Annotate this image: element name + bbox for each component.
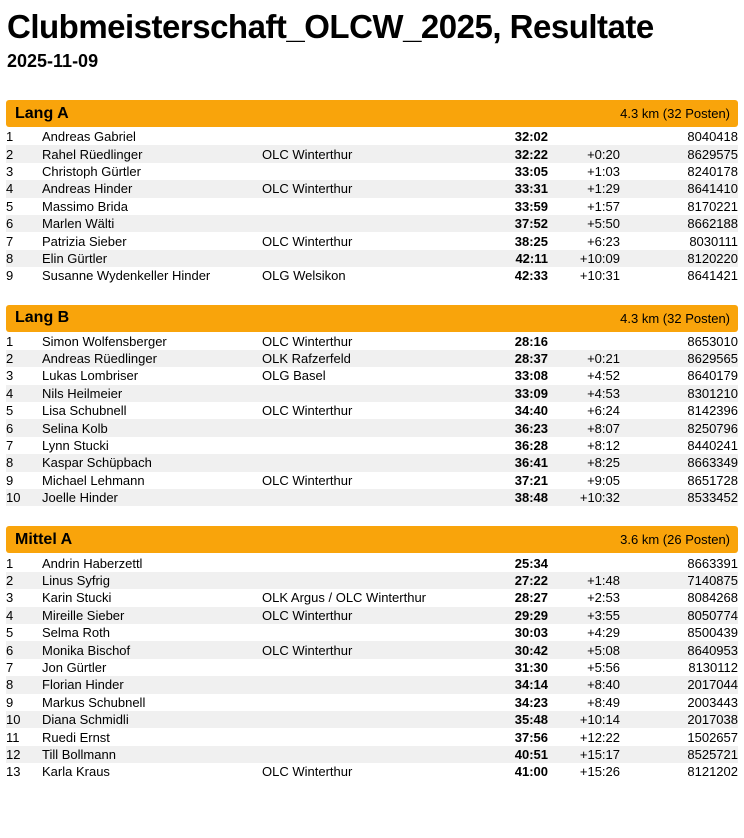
time-diff-cell: +1:29: [587, 181, 620, 197]
time-cell: 35:48: [514, 712, 548, 728]
runner-name: Jon Gürtler: [42, 659, 107, 675]
club-name: OLK Rafzerfeld: [262, 351, 351, 367]
rank-cell: 2: [6, 351, 14, 367]
rank-cell: 3: [6, 368, 14, 384]
time-cell: 32:22: [514, 146, 548, 162]
result-row: [6, 267, 738, 284]
time-cell: 36:41: [514, 455, 548, 471]
club-name: [262, 419, 444, 436]
club-name: [262, 385, 444, 402]
runner-name: Andreas Gabriel: [42, 129, 136, 145]
rank-cell: 12: [6, 746, 21, 762]
time-diff-cell: +2:53: [587, 590, 620, 606]
club-name: [262, 694, 444, 711]
category-sections: [6, 100, 738, 781]
time-diff-cell: +0:20: [587, 146, 620, 162]
rank-cell: 11: [6, 729, 20, 745]
rank-cell: 4: [6, 385, 14, 401]
rank-cell: 1: [6, 555, 14, 571]
category-name: Lang B: [15, 309, 70, 327]
club-name: [262, 215, 444, 232]
rank-cell: 7: [6, 659, 14, 675]
club-name: [262, 728, 444, 745]
result-row: [6, 607, 738, 624]
club-name: [262, 198, 444, 215]
results-table: [6, 128, 738, 285]
rank-cell: 7: [6, 233, 14, 249]
course-info: 4.3 km (32 Posten): [620, 310, 730, 326]
result-row: [6, 694, 738, 711]
result-row: [6, 250, 738, 267]
card-number: 1502657: [687, 729, 738, 745]
rank-cell: 4: [6, 607, 14, 623]
time-cell: 30:42: [514, 642, 548, 658]
rank-cell: 9: [6, 694, 14, 710]
card-number: 8121202: [687, 764, 738, 780]
runner-name: Karin Stucki: [42, 590, 112, 606]
club-name: [262, 250, 444, 267]
card-number: 8533452: [687, 490, 738, 506]
card-number: 8142396: [687, 403, 738, 419]
result-row: [6, 419, 738, 436]
runner-name: Andreas Rüedlinger: [42, 351, 157, 367]
club-name: OLC Winterthur: [262, 472, 353, 488]
card-number: 8641410: [687, 181, 738, 197]
card-number: 8250796: [687, 420, 738, 436]
category-header-bar: [6, 100, 738, 127]
results-table: [6, 333, 738, 507]
runner-name: Michael Lehmann: [42, 472, 145, 488]
rank-cell: 3: [6, 163, 14, 179]
time-cell: 36:28: [514, 438, 548, 454]
time-cell: 33:05: [514, 163, 548, 179]
time-diff-cell: +1:57: [587, 198, 620, 214]
runner-name: Patrizia Sieber: [42, 233, 127, 249]
result-row: [6, 728, 738, 745]
card-number: 2003443: [687, 694, 738, 710]
card-number: 8130112: [688, 659, 738, 675]
rank-cell: 8: [6, 455, 14, 471]
card-number: 8640179: [687, 368, 738, 384]
result-row: [6, 489, 738, 506]
runner-name: Lukas Lombriser: [42, 368, 139, 384]
club-name: OLC Winterthur: [262, 146, 353, 162]
result-row: [6, 385, 738, 402]
card-number: 8663349: [687, 455, 738, 471]
rank-cell: 5: [6, 625, 14, 641]
rank-cell: 3: [6, 590, 14, 606]
card-number: 8301210: [687, 385, 738, 401]
club-name: OLC Winterthur: [262, 607, 353, 623]
rank-cell: 5: [6, 198, 14, 214]
time-diff-cell: +8:25: [587, 455, 620, 471]
club-name: [262, 554, 444, 571]
time-diff-cell: +5:08: [587, 642, 620, 658]
time-cell: 34:23: [514, 694, 548, 710]
result-row: [6, 128, 738, 145]
rank-cell: 6: [6, 216, 14, 232]
club-name: OLG Welsikon: [262, 268, 346, 284]
time-diff-cell: [548, 554, 620, 571]
rank-cell: 9: [6, 268, 14, 284]
result-row: [6, 402, 738, 419]
card-number: 8640953: [687, 642, 738, 658]
runner-name: Karla Kraus: [42, 764, 110, 780]
result-row: [6, 624, 738, 641]
runner-name: Andrin Haberzettl: [42, 555, 143, 571]
club-name: [262, 489, 444, 506]
card-number: 2017044: [687, 677, 738, 693]
card-number: 7140875: [687, 573, 738, 588]
club-name: [262, 746, 444, 763]
time-diff-cell: +10:32: [579, 490, 620, 506]
time-diff-cell: +1:48: [587, 573, 620, 588]
club-name: [262, 437, 444, 454]
time-diff-cell: +0:21: [587, 351, 620, 367]
result-row: [6, 198, 738, 215]
runner-name: Marlen Wälti: [42, 216, 115, 232]
rank-cell: 9: [6, 472, 14, 488]
rank-cell: 1: [6, 129, 14, 145]
card-number: 8440241: [687, 438, 738, 454]
club-name: [262, 454, 444, 471]
card-number: 8651728: [687, 472, 738, 488]
card-number: 8240178: [687, 163, 738, 179]
club-name: [262, 676, 444, 693]
runner-name: Kaspar Schüpbach: [42, 455, 152, 471]
result-row: [6, 333, 738, 350]
category-section: [6, 100, 738, 285]
club-name: [262, 128, 444, 145]
time-cell: 33:59: [514, 198, 548, 214]
result-row: [6, 763, 738, 780]
time-diff-cell: +12:22: [579, 729, 620, 745]
runner-name: Simon Wolfensberger: [42, 333, 167, 349]
club-name: [262, 163, 444, 180]
time-diff-cell: +6:23: [587, 233, 620, 249]
time-diff-cell: +6:24: [587, 403, 620, 419]
card-number: 8050774: [687, 607, 738, 623]
course-info: 4.3 km (32 Posten): [620, 106, 730, 121]
event-date: 2025-11-09: [7, 51, 99, 71]
time-cell: 33:08: [514, 368, 548, 384]
runner-name: Lynn Stucki: [42, 438, 109, 454]
time-cell: 30:03: [514, 625, 548, 641]
card-number: 2017038: [687, 712, 738, 728]
results-body: [6, 554, 738, 780]
result-row: [6, 350, 738, 367]
runner-name: Joelle Hinder: [42, 490, 118, 506]
time-diff-cell: +8:49: [587, 694, 620, 710]
time-diff-cell: +15:17: [579, 746, 620, 762]
result-row: [6, 746, 738, 763]
runner-name: Andreas Hinder: [42, 181, 133, 197]
result-row: [6, 437, 738, 454]
rank-cell: 1: [6, 333, 14, 349]
time-diff-cell: +9:05: [587, 472, 620, 488]
card-number: 8629575: [687, 146, 738, 162]
club-name: OLC Winterthur: [262, 403, 353, 419]
club-name: [262, 659, 444, 676]
result-row: [6, 454, 738, 471]
result-row: [6, 589, 738, 606]
result-row: [6, 367, 738, 384]
time-diff-cell: +3:55: [587, 607, 620, 623]
time-cell: 42:11: [515, 250, 548, 266]
rank-cell: 10: [6, 490, 21, 506]
time-cell: 38:48: [514, 490, 548, 506]
results-body: [6, 333, 738, 507]
category-name: Lang A: [15, 104, 69, 122]
rank-cell: 6: [6, 642, 14, 658]
result-row: [6, 145, 738, 162]
club-name: OLC Winterthur: [262, 233, 353, 249]
runner-name: Rahel Rüedlinger: [42, 146, 143, 162]
card-number: 8084268: [687, 590, 738, 606]
runner-name: Florian Hinder: [42, 677, 124, 693]
rank-cell: 6: [6, 420, 14, 436]
card-number: 8662188: [687, 216, 738, 232]
result-row: [6, 215, 738, 232]
time-cell: 34:40: [514, 403, 548, 419]
card-number: 8500439: [687, 625, 738, 641]
runner-name: Till Bollmann: [42, 746, 116, 762]
time-cell: 32:02: [514, 129, 548, 145]
card-number: 8120220: [687, 250, 738, 266]
result-row: [6, 554, 738, 571]
result-row: [6, 676, 738, 693]
time-cell: 37:21: [514, 472, 548, 488]
runner-name: Mireille Sieber: [42, 607, 125, 623]
rank-cell: 13: [6, 764, 21, 780]
club-name: OLG Basel: [262, 368, 326, 384]
result-row: [6, 232, 738, 249]
club-name: [262, 624, 444, 641]
time-cell: 37:52: [514, 216, 548, 232]
category-header-bar: [6, 305, 738, 332]
category-name: Mittel A: [15, 530, 73, 548]
rank-cell: 10: [6, 712, 21, 728]
result-row: [6, 711, 738, 728]
time-diff-cell: +5:50: [587, 216, 620, 232]
rank-cell: 2: [6, 573, 14, 588]
result-row: [6, 659, 738, 676]
card-number: 8641421: [687, 268, 738, 284]
runner-name: Massimo Brida: [42, 198, 128, 214]
page-title: Clubmeisterschaft_OLCW_2025, Resultate: [7, 8, 654, 45]
result-row: [6, 163, 738, 180]
result-row: [6, 472, 738, 489]
category-section: [6, 526, 738, 780]
time-cell: 28:37: [514, 351, 548, 367]
time-cell: 31:30: [514, 659, 548, 675]
time-diff-cell: +4:29: [587, 625, 620, 641]
time-diff-cell: +5:56: [587, 659, 620, 675]
rank-cell: 2: [6, 146, 14, 162]
club-name: OLC Winterthur: [262, 642, 353, 658]
card-number: 8030111: [689, 233, 738, 249]
time-cell: 42:33: [514, 268, 548, 284]
results-table: [6, 554, 738, 780]
runner-name: Susanne Wydenkeller Hinder: [42, 268, 211, 284]
rank-cell: 8: [6, 250, 14, 266]
runner-name: Ruedi Ernst: [42, 729, 110, 745]
runner-name: Diana Schmidli: [42, 712, 129, 728]
club-name: [262, 572, 444, 589]
time-diff-cell: +4:53: [587, 385, 620, 401]
time-cell: 38:25: [514, 233, 548, 249]
card-number: 8170221: [687, 198, 738, 214]
result-row: [6, 641, 738, 658]
result-row: [6, 572, 738, 589]
runner-name: Christoph Gürtler: [42, 163, 141, 179]
category-section: [6, 305, 738, 507]
time-diff-cell: +8:07: [587, 420, 620, 436]
time-diff-cell: +1:03: [587, 163, 620, 179]
time-diff-cell: +4:52: [587, 368, 620, 384]
time-cell: 25:34: [514, 555, 548, 571]
runner-name: Selma Roth: [42, 625, 110, 641]
card-number: 8663391: [687, 555, 738, 571]
time-cell: 28:16: [514, 333, 548, 349]
time-cell: 33:09: [514, 385, 548, 401]
runner-name: Lisa Schubnell: [42, 403, 127, 419]
results-body: [6, 128, 738, 285]
card-number: 8040418: [687, 129, 738, 145]
time-diff-cell: +10:31: [579, 268, 620, 284]
rank-cell: 7: [6, 438, 14, 454]
category-header-bar: [6, 526, 738, 553]
club-name: OLC Winterthur: [262, 764, 353, 780]
rank-cell: 8: [6, 677, 14, 693]
runner-name: Markus Schubnell: [42, 694, 146, 710]
course-info: 3.6 km (26 Posten): [620, 532, 730, 548]
rank-cell: 4: [6, 181, 14, 197]
results-page: [0, 6, 744, 791]
club-name: [262, 711, 444, 728]
rank-cell: 5: [6, 403, 14, 419]
time-diff-cell: +10:14: [579, 712, 620, 728]
club-name: OLC Winterthur: [262, 181, 353, 197]
card-number: 8653010: [687, 333, 738, 349]
time-diff-cell: [548, 333, 620, 350]
time-diff-cell: +10:09: [579, 250, 620, 266]
time-diff-cell: +8:40: [587, 677, 620, 693]
time-cell: 36:23: [514, 420, 548, 436]
runner-name: Nils Heilmeier: [42, 385, 123, 401]
club-name: OLK Argus / OLC Winterthur: [262, 590, 427, 606]
time-cell: 29:29: [514, 607, 548, 623]
time-cell: 33:31: [514, 181, 548, 197]
runner-name: Elin Gürtler: [42, 250, 108, 266]
time-cell: 41:00: [514, 764, 548, 780]
time-cell: 28:27: [514, 590, 548, 606]
card-number: 8525721: [687, 746, 738, 762]
time-cell: 40:51: [514, 746, 548, 762]
time-cell: 27:22: [514, 573, 548, 588]
runner-name: Monika Bischof: [42, 642, 131, 658]
runner-name: Linus Syfrig: [42, 573, 110, 588]
time-diff-cell: +8:12: [587, 438, 620, 454]
card-number: 8629565: [687, 351, 738, 367]
result-row: [6, 180, 738, 197]
time-cell: 37:56: [514, 729, 548, 745]
club-name: OLC Winterthur: [262, 333, 353, 349]
time-diff-cell: [548, 128, 620, 145]
time-cell: 34:14: [514, 677, 548, 693]
runner-name: Selina Kolb: [42, 420, 108, 436]
time-diff-cell: +15:26: [579, 764, 620, 780]
